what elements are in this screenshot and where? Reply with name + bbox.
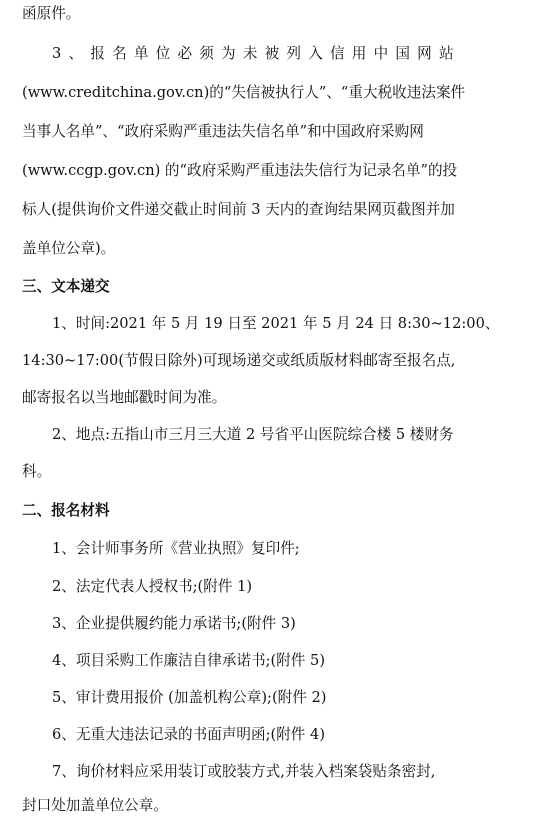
- text-line-6: 标人(提供询价文件递交截止时间前 3 天内的查询结果网页截图并加: [22, 201, 455, 218]
- section-heading-text-submission: 三、文本递交: [22, 278, 110, 295]
- list-item-1: 1、会计师事务所《营业执照》复印件;: [52, 540, 300, 557]
- text-line-7: 盖单位公章)。: [22, 240, 116, 257]
- list-item-6: 6、无重大违法记录的书面声明函;(附件 4): [52, 726, 326, 743]
- list-item-5: 5、审计费用报价 (加盖机构公章);(附件 2): [52, 689, 327, 706]
- list-item-3: 3、企业提供履约能力承诺书;(附件 3): [52, 615, 296, 632]
- text-line-2: [52, 44, 517, 64]
- text-line-4: 当事人名单”、“政府采购严重违法失信名单”和中国政府采购网: [22, 123, 424, 140]
- list-item-2: 2、法定代表人授权书;(附件 1): [52, 578, 253, 595]
- text-line-5: (www.ccgp.gov.cn) 的“政府采购严重违法失信行为记录名单”的投: [22, 162, 458, 179]
- text-line-9: 1、时间:2021 年 5 月 19 日至 2021 年 5 月 24 日 8:30~12:00、: [52, 315, 500, 332]
- text-line-13: 科。: [22, 463, 52, 480]
- text-line-3: (www.creditchina.gov.cn)的“失信被执行人”、“重大税收违法案件: [22, 84, 466, 101]
- text-line-10: 14:30~17:00(节假日除外)可现场递交或纸质版材料邮寄至报名点,: [22, 352, 456, 369]
- list-item-4: 4、项目采购工作廉洁自律承诺书;(附件 5): [52, 652, 326, 669]
- section-heading-materials: 二、报名材料: [22, 502, 110, 519]
- text-line-2-content: 3、报名单位必须为未被列入信用中国网站: [52, 45, 461, 62]
- text-line-11: 邮寄报名以当地邮戳时间为准。: [22, 389, 227, 406]
- text-line-1: 函原件。: [22, 5, 81, 22]
- text-line-12: 2、地点:五指山市三月三大道 2 号省平山医院综合楼 5 楼财务: [52, 426, 454, 443]
- text-line-22: 封口处加盖单位公章。: [22, 797, 168, 814]
- list-item-7: 7、询价材料应采用装订或胶装方式,并装入档案袋贴条密封,: [52, 763, 436, 780]
